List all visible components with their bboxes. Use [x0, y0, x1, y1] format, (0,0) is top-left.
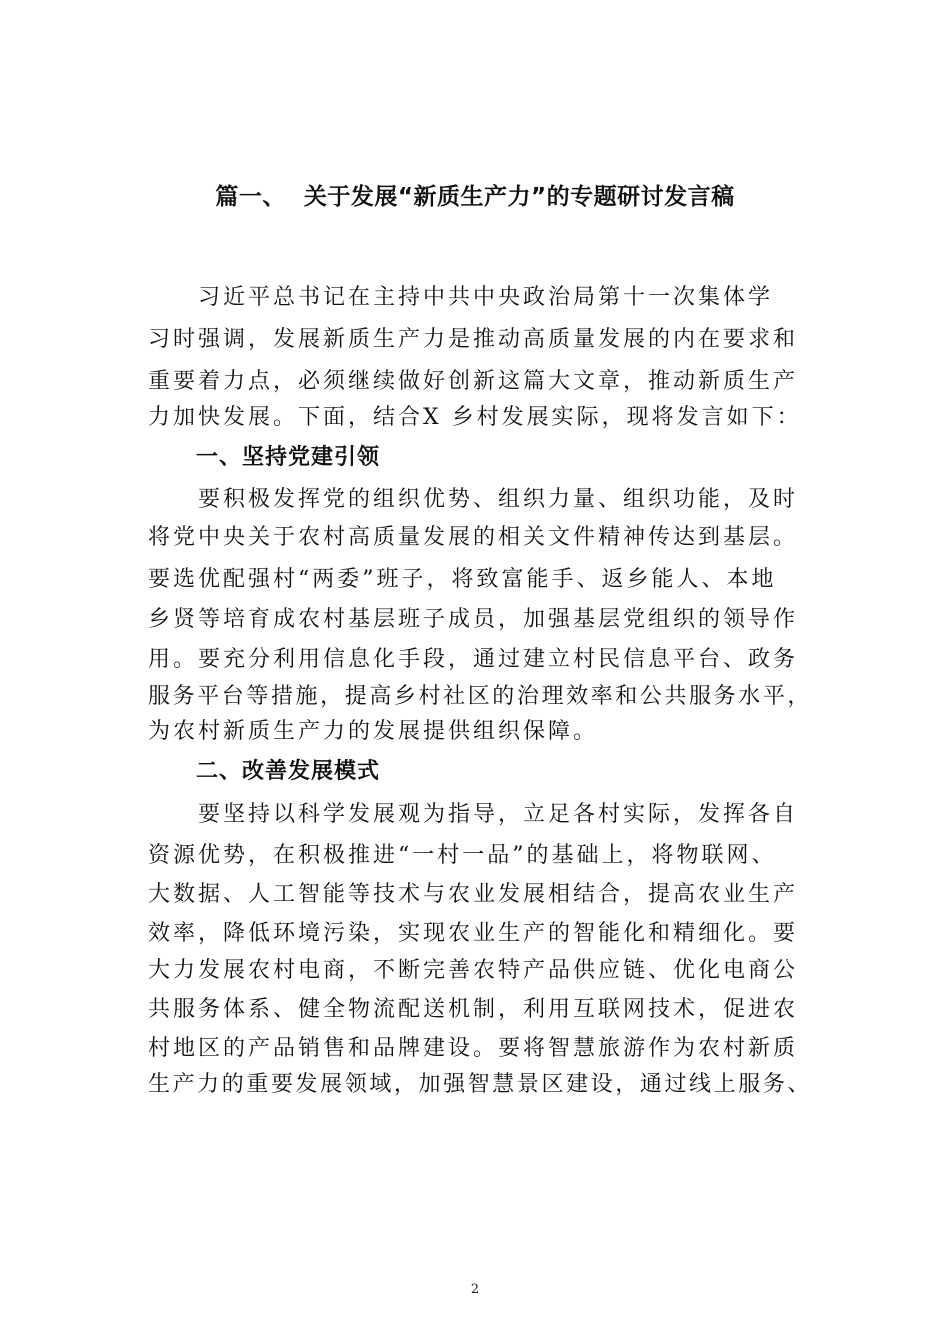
document-title: [0, 178, 950, 211]
paragraph-line: 大数据、人工智能等技术与农业发展相结合，提高农业生产: [148, 882, 799, 907]
paragraph-line: 将党中央关于农村高质量发展的相关文件精神传达到基层。: [148, 525, 799, 550]
title-main: 关于发展“新质生产力”的专题研讨发言稿: [303, 184, 735, 210]
intro-line: 重要着力点，必须继续做好创新这篇大文章，推动新质生产: [148, 369, 799, 394]
paragraph-line: 要积极发挥党的组织优势、组织力量、组织功能，及时: [198, 487, 799, 512]
page-number: 2: [470, 1282, 480, 1297]
paragraph-line: 资源优势，在积极推进“一村一品”的基础上，将物联网、: [148, 843, 777, 868]
intro-line: 习时强调，发展新质生产力是推动高质量发展的内在要求和: [148, 327, 799, 352]
paragraph-line: 要选优配强村“两委”班子，将致富能手、返乡能人、本地: [148, 567, 777, 592]
intro-line: 习近平总书记在主持中共中央政治局第十一次集体学: [198, 285, 774, 310]
paragraph-line: 为农村新质生产力的发展提供组织保障。: [148, 719, 599, 744]
section-heading: 二、改善发展模式: [196, 759, 381, 784]
intro-line: 力加快发展。下面，结合X 乡村发展实际，现将发言如下：: [148, 405, 802, 430]
paragraph-line: 大力发展农村电商，不断完善农特产品供应链、优化电商公: [148, 958, 799, 983]
paragraph-line: 要坚持以科学发展观为指导，立足各村实际，发挥各自: [198, 802, 799, 827]
paragraph-line: 服务平台等措施，提高乡村社区的治理效率和公共服务水平，: [148, 684, 813, 709]
paragraph-line: 生产力的重要发展领域，加强智慧景区建设，通过线上服务、: [148, 1072, 813, 1097]
section-heading: 一、坚持党建引领: [196, 445, 381, 470]
paragraph-line: 用。要充分利用信息化手段，通过建立村民信息平台、政务: [148, 647, 799, 672]
paragraph-line: 乡贤等培育成农村基层班子成员，加强基层党组织的领导作: [148, 607, 799, 632]
paragraph-line: 共服务体系、健全物流配送机制，利用互联网技术，促进农: [148, 997, 799, 1022]
paragraph-line: 效率，降低环境污染，实现农业生产的智能化和精细化。要: [148, 921, 799, 946]
title-prefix: 篇一、: [215, 184, 286, 210]
paragraph-line: 村地区的产品销售和品牌建设。要将智慧旅游作为农村新质: [148, 1036, 799, 1061]
